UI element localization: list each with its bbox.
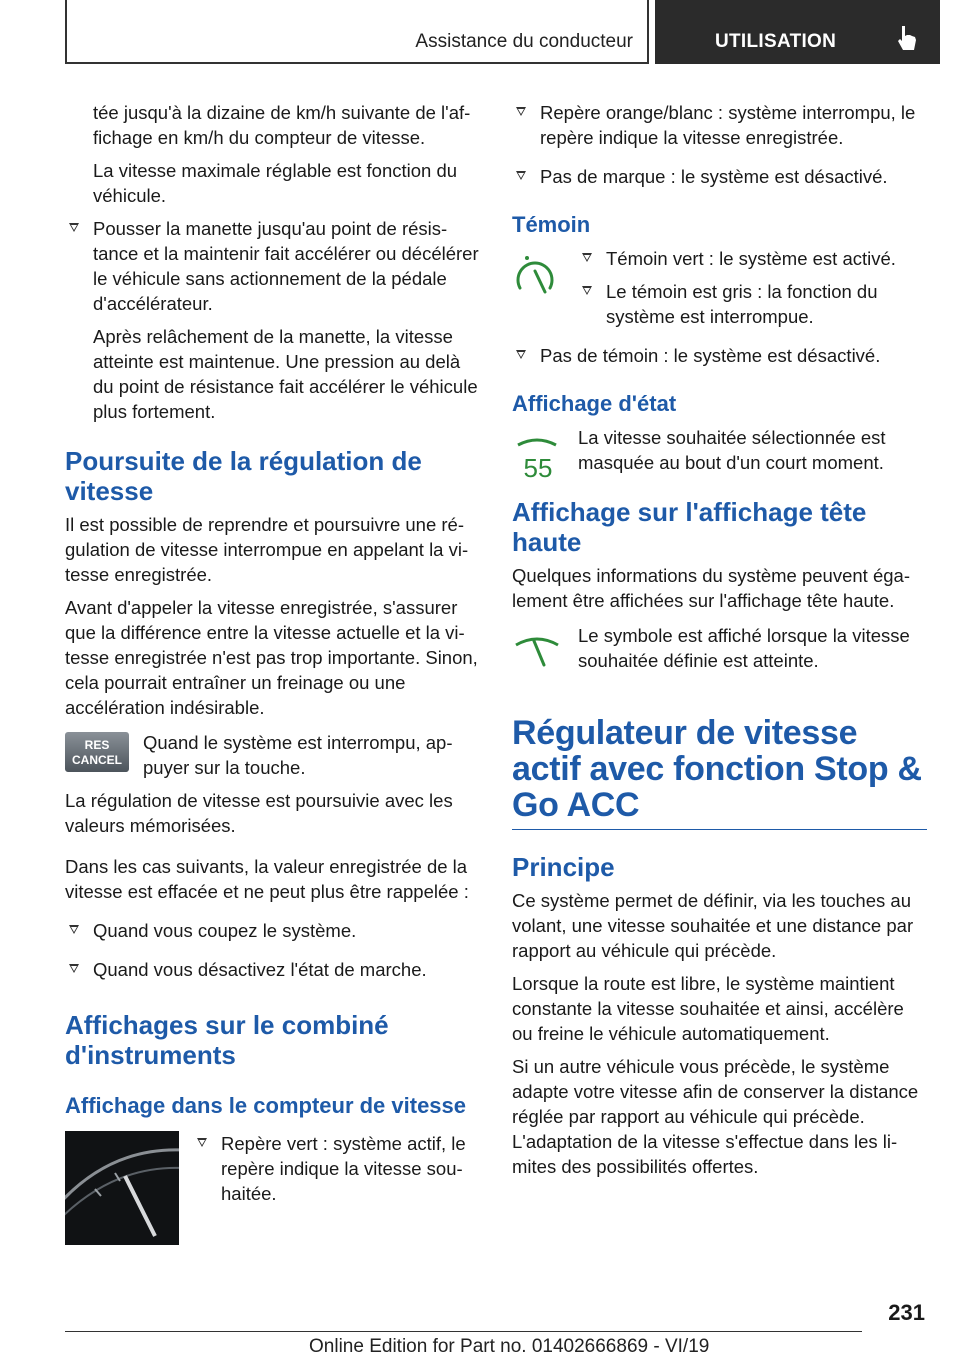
list-item (578, 246, 927, 271)
paragraph: Si un autre véhicule vous précède, le système adapte votre vitesse afin de conserver la distance réglée par rapport au véhicule qui précède. L'adaptation de la vitesse s'effectue dans les limites des possibilités offertes. (512, 1056, 919, 1177)
triangle-bullet-icon (582, 286, 592, 295)
paragraph: La régulation de vitesse est poursuivie avec les valeurs mémorisées. (65, 790, 453, 836)
chapter-heading: Régulateur de vitesse actif avec fonction Stop & Go ACC (512, 714, 922, 824)
list-item-text: Pas de marque : le système est désactivé. (540, 166, 888, 187)
res-cancel-row (65, 730, 480, 780)
speedometer-row (65, 1131, 480, 1245)
paragraph: Avant d'appeler la vitesse enregistrée, s'assurer que la différence entre la vitesse actuelle et la vitesse enregistrée n'est pas trop importante. Sinon, cela pourrait entraîner un freinage ou une accélération indésirable. (65, 597, 478, 718)
subsection-heading: Affichage d'état (512, 391, 677, 416)
page-number: 231 (888, 1300, 925, 1325)
triangle-bullet-icon (69, 925, 79, 934)
list-item (65, 918, 480, 943)
paragraph: Dans les cas suivants, la valeur enregistrée de la vitesse est effacée et ne peut plus être rappelée : (65, 856, 469, 902)
triangle-bullet-icon (516, 107, 526, 116)
triangle-bullet-icon (516, 350, 526, 359)
hud-row (512, 623, 927, 673)
subsection-heading: Témoin (512, 212, 591, 237)
triangle-bullet-icon (582, 253, 592, 262)
section-heading: Poursuite de la régulation de vitesse (65, 446, 422, 506)
list-item (512, 164, 927, 189)
triangle-bullet-icon (197, 1138, 207, 1147)
list-item (193, 1131, 480, 1206)
list-item-text: Repère vert : système actif, le repère indique la vitesse souhaitée. (221, 1133, 466, 1204)
section-heading: Affichages sur le combiné d'instruments (65, 1010, 389, 1070)
list-item (512, 343, 927, 368)
cancel-label: CANCEL (72, 753, 122, 767)
subsection-heading: Affichage dans le compteur de vitesse (65, 1093, 467, 1118)
paragraph: La vitesse maximale réglable est fonction du véhicule. (93, 160, 458, 206)
footer-rule (65, 1331, 862, 1332)
list-item-text: Le témoin est gris : la fonction du système est interrompue. (606, 281, 878, 327)
triangle-bullet-icon (69, 964, 79, 973)
res-label: RES (84, 738, 110, 752)
section-heading: Principe (512, 852, 615, 882)
res-cancel-button-icon (65, 732, 129, 778)
paragraph: tée jusqu'à la dizaine de km/h suivante de l'affichage en km/h du compteur de vitesse. (93, 102, 471, 148)
triangle-bullet-icon (516, 171, 526, 180)
header-chapter-tab (655, 0, 940, 64)
etat-row (512, 425, 927, 481)
list-item-text: Quand vous désactivez l'état de marche. (93, 959, 427, 980)
list-item-text: Pas de témoin : le système est désactivé. (540, 345, 881, 366)
cruise-indicator-icon (512, 252, 558, 302)
list-item (578, 279, 927, 329)
list-item-text: Quand vous coupez le système. (93, 920, 357, 941)
paragraph: Quand le système est interrompu, appuyer sur la touche. (143, 732, 453, 778)
heading-rule (512, 829, 927, 830)
header-chapter-title: UTILISATION (715, 31, 837, 52)
triangle-bullet-icon (69, 223, 79, 232)
list-item-text: Repère orange/blanc : système interrompu, le repère indique la vitesse enregistrée. (540, 102, 916, 148)
header-section-box (65, 0, 649, 64)
left-column (65, 100, 480, 1245)
status-display-icon (512, 431, 562, 487)
status-speed-number: 55 (523, 453, 553, 481)
list-item-text: Témoin vert : le système est activé. (606, 248, 896, 269)
paragraph: Après relâchement de la manette, la vitesse atteinte est maintenue. Une pression au delà du point de résistance fait accélérer le véhicule plus fortement. (93, 326, 478, 422)
list-item (65, 216, 480, 316)
pointing-hand-icon (895, 24, 919, 57)
list-item (512, 100, 927, 150)
hud-symbol-icon (512, 629, 562, 675)
paragraph: Il est possible de reprendre et poursuivre une régulation de vitesse interrompue en appelant la vitesse enregistrée. (65, 514, 469, 585)
temoin-row (512, 246, 927, 329)
right-column (512, 100, 927, 1187)
paragraph: Ce système permet de définir, via les touches au volant, une vitesse souhaitée et une distance par rapport au véhicule qui précède. (512, 890, 914, 961)
paragraph: La vitesse souhaitée sélectionnée est masquée au bout d'un court moment. (578, 427, 886, 473)
list-item-text: Pousser la manette jusqu'au point de résistance et la maintenir fait accélérer ou décélérer le véhicule sans actionnement de la pédale d'accélérateur. (93, 218, 479, 314)
speedometer-image (65, 1131, 179, 1245)
section-heading: Affichage sur l'affichage tête haute (512, 497, 867, 557)
paragraph: Lorsque la route est libre, le système maintient constante la vitesse souhaitée et ainsi, accélère ou freine le véhicule automatiquement. (512, 973, 904, 1044)
paragraph: Le symbole est affiché lorsque la vitesse souhaitée définie est atteinte. (578, 625, 910, 671)
header-section-title: Assistance du conducteur (415, 31, 633, 52)
footer-edition: Online Edition for Part no. 01402666869 - VI/19 (309, 1336, 710, 1357)
paragraph: Quelques informations du système peuvent également être affichées sur l'affichage tête haute. (512, 565, 910, 611)
list-item (65, 957, 480, 982)
